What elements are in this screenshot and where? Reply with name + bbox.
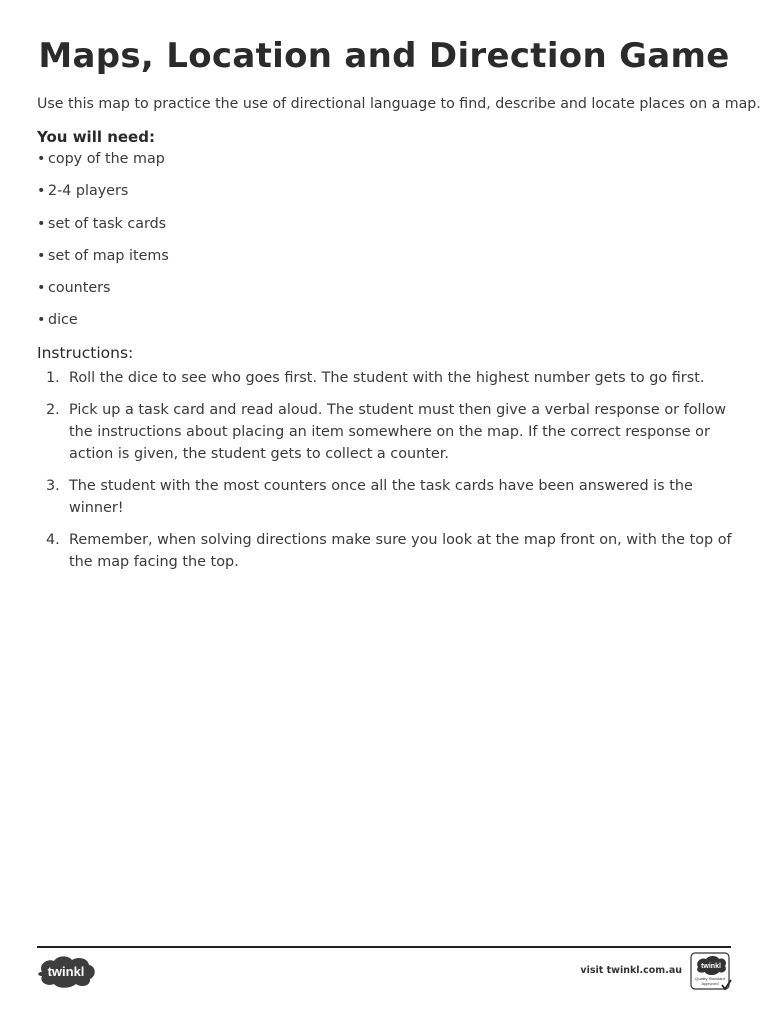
list-item [37,151,169,183]
instruction-step [37,399,737,465]
step-number: 3. [46,478,60,494]
step-text: The student with the most counters once all the task cards have been answered is the winner! [69,478,693,516]
step-number: 4. [46,532,60,548]
list-item [37,248,169,280]
svg-text:Approved: Approved [701,981,719,986]
list-item [37,280,169,312]
list-item [37,183,169,215]
svg-text:twinkl: twinkl [701,963,721,970]
you-will-need-heading: You will need: [37,128,155,146]
material-label: counters [48,280,111,297]
step-text: Pick up a task card and read aloud. The student must then give a verbal response or follow the instructions about placing an item somewhere on the map. If the correct response or action is given, the student gets to collect a counter. [69,402,727,462]
bullet-icon: • [37,215,46,232]
quality-badge-icon [689,951,733,993]
step-text: Roll the dice to see who goes first. The student with the highest number gets to go first. [69,370,705,386]
footer-url[interactable]: visit twinkl.com.au [580,965,682,976]
instructions-heading: Instructions: [37,344,134,362]
material-label: copy of the map [48,151,165,167]
step-number: 2. [46,402,60,418]
instructions-list [37,367,737,573]
bullet-icon: • [37,183,46,200]
instruction-step [37,529,737,573]
footer-divider [37,946,731,948]
logo-text: twinkl [47,964,85,979]
instruction-step [37,475,737,519]
list-item [37,312,169,344]
twinkl-logo [34,952,98,990]
instruction-step [37,367,737,389]
list-item [37,216,169,248]
material-label: dice [48,312,78,329]
bullet-icon: • [37,247,46,264]
material-label: set of map items [48,247,169,264]
bullet-icon: • [37,312,46,329]
materials-list [37,151,169,345]
step-number: 1. [46,370,60,386]
bullet-icon: • [37,280,46,297]
page-title: Maps, Location and Direction Game [38,36,730,76]
material-label: 2-4 players [48,183,129,200]
step-text: Remember, when solving directions make sure you look at the map front on, with the top of the map facing the top. [69,532,732,570]
intro-text: Use this map to practice the use of directional language to find, describe and locate places on a map. [37,96,761,112]
bullet-icon: • [37,151,46,167]
material-label: set of task cards [48,215,167,232]
svg-text:Quality Standard: Quality Standard [695,976,725,981]
